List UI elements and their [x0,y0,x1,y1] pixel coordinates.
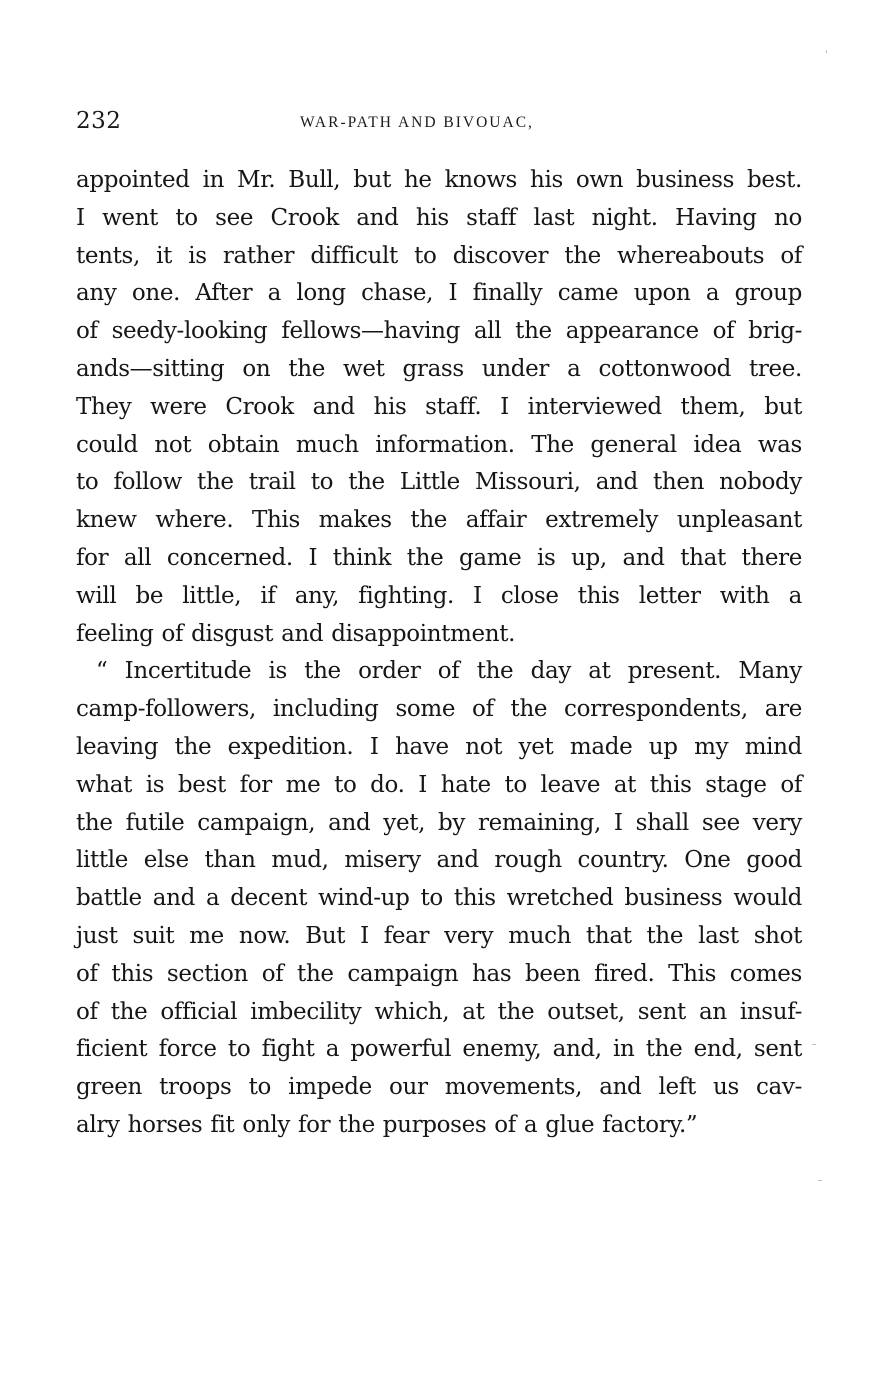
text-line: of this section of the campaign has been fired. This comes [76,960,802,987]
paragraph-1 [76,162,802,653]
text-line: little else than mud, misery and rough country. One good [76,847,802,874]
text-line: tents, it is rather difficult to discover the whereabouts of [76,242,802,269]
text-line: for all concerned. I think the game is up, and that there [76,544,802,571]
paragraph-2 [76,653,802,1144]
page-header [76,108,800,142]
text-line: knew where. This makes the affair extremely unpleasant [76,507,802,534]
text-line: just suit me now. But I fear very much that the last shot [76,922,802,949]
text-line: camp-followers, including some of the correspondents, are [76,696,802,723]
text-line: what is best for me to do. I hate to leave at this stage of [76,771,802,798]
page-number: 232 [76,108,122,134]
text-line: could not obtain much information. The general idea was [76,431,802,458]
text-line: leaving the expedition. I have not yet made up my mind [76,733,802,760]
text-line: of seedy-looking fellows—having all the appearance of brig- [76,318,802,345]
text-line: feeling of disgust and disappointment. [76,620,516,647]
text-line: to follow the trail to the Little Missouri, and then nobody [76,469,802,496]
text-line: green troops to impede our movements, and left us cav- [76,1074,802,1101]
text-line: battle and a decent wind-up to this wretched business would [76,885,802,912]
text-line: any one. After a long chase, I finally came upon a group [76,280,802,307]
paper-speck [818,1180,822,1181]
paper-speck [826,50,827,53]
running-title: WAR-PATH AND BIVOUAC, [300,114,534,131]
text-line: alry horses fit only for the purposes of a glue factory.” [76,1111,698,1138]
text-line: “ Incertitude is the order of the day at present. Many [96,658,802,685]
paper-speck [812,1044,816,1045]
text-line: ands—sitting on the wet grass under a cottonwood tree. [76,355,802,382]
text-line: I went to see Crook and his staff last night. Having no [76,204,802,231]
text-line: They were Crook and his staff. I interviewed them, but [76,393,802,420]
text-line: will be little, if any, fighting. I close this letter with a [76,582,802,609]
text-line: ficient force to fight a powerful enemy, and, in the end, sent [76,1036,802,1063]
text-line: the futile campaign, and yet, by remaining, I shall see very [76,809,802,836]
body-text [76,162,802,1145]
text-line: of the official imbecility which, at the outset, sent an insuf- [76,998,802,1025]
text-line: appointed in Mr. Bull, but he knows his own business best. [76,167,802,193]
